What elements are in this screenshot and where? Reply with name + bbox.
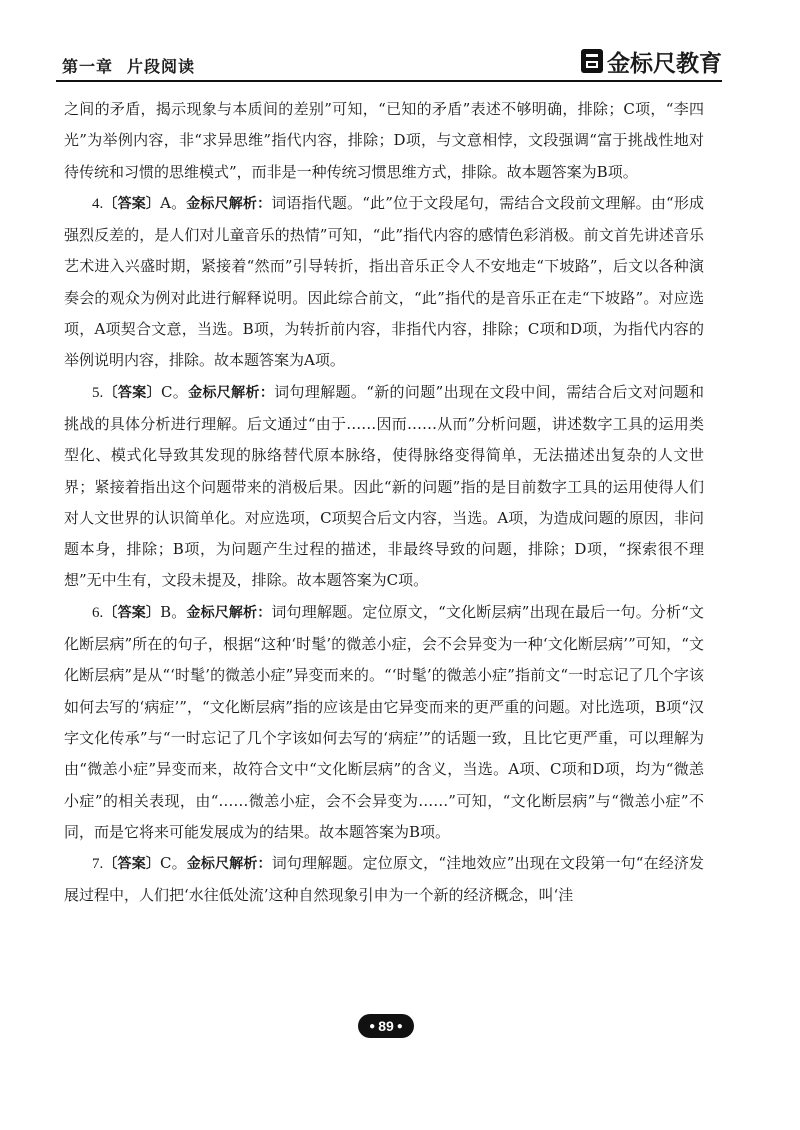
question-number: 5. <box>92 384 104 401</box>
dot-icon: ● <box>396 1020 403 1032</box>
analysis-label: 金标尺解析： <box>186 604 272 621</box>
chapter-title: 第一章 <box>62 57 114 76</box>
answer-choice: B。 <box>160 602 187 621</box>
answer-paragraph-6 <box>64 597 704 848</box>
question-number: 7. <box>92 856 104 873</box>
carryover-paragraph: 之间的矛盾，揭示现象与本质间的差别”可知，“已知的矛盾”表述不够明确，排除；C项，“李四光”为举例内容，非“求异思维”指代内容，排除；D项，与文意相悖，文段强调“富于挑战性地对待传统和习惯的思维模式”，而非是一种传统习惯思维方式，排除。故本题答案为B项。 <box>64 100 704 181</box>
page-content <box>64 94 704 912</box>
page-number: 89 <box>378 1018 394 1034</box>
analysis-label: 金标尺解析： <box>186 856 272 873</box>
question-number: 6. <box>92 604 104 621</box>
analysis-label: 金标尺解析： <box>188 384 275 401</box>
answer-label: 〔答案〕 <box>103 195 161 212</box>
chapter-heading <box>62 54 195 77</box>
analysis-text: 词句理解题。“新的问题”出现在文段中间，需结合后文对问题和挑战的具体分析进行理解。后文通过“由于……因而……从而”分析问题，讲述数字工具的运用类型化、模式化导致其发现的脉络替代原本脉络，使得脉络变得简单，无法描述出复杂的人文世界；紧接着指出这个问题带来的消极后果。因此“新的问题”指的是目前数字工具的运用使得人们对人文世界的认识简单化。对应选项，C项契合后文内容，当选。A项，为造成问题的原因，非问题本身，排除；B项，为问题产生过程的描述，非最终导致的问题，排除；D项，“探索很不理想”无中生有，文段未提及，排除。故本题答案为C项。 <box>64 382 705 590</box>
answer-choice: C。 <box>160 854 187 873</box>
answer-label: 〔答案〕 <box>103 856 160 873</box>
header-rule <box>56 80 722 82</box>
brand-name: 金标尺教育 <box>607 50 722 77</box>
brand-icon <box>581 49 603 73</box>
section-title: 片段阅读 <box>127 57 196 76</box>
question-number: 4. <box>92 195 104 212</box>
page-number-badge <box>358 1014 414 1038</box>
brand-logo <box>581 46 722 76</box>
answer-label: 〔答案〕 <box>103 384 161 401</box>
dot-icon: ● <box>369 1020 376 1032</box>
answer-paragraph-7 <box>64 848 704 912</box>
analysis-text: 词语指代题。“此”位于文段尾句，需结合文段前文理解。由“形成强烈反差的，是人们对儿童音乐的热情”可知，“此”指代内容的感情色彩消极。前文首先讲述音乐艺术进入兴盛时期，紧接着“然而”引导转折，指出音乐正令人不安地走“下坡路”，后文以各种演奏会的观众为例对此进行解释说明。因此综合前文，“此”指代的是音乐正在走“下坡路”。对应选项，A项契合文意，当选。B项，为转折前内容，非指代内容，排除；C项和D项，为指代内容的举例说明内容，排除。故本题答案为A项。 <box>64 193 705 370</box>
analysis-text: 词句理解题。定位原文，“文化断层病”出现在最后一句。分析“文化断层病”所在的句子，根据“这种‘时髦’的微恙小症，会不会异变为一种‘文化断层病’”可知，“文化断层病”是从“‘时髦’的微恙小症”异变而来的。“‘时髦’的微恙小症”指前文“一时忘记了几个字该如何去写的‘病症’”，“文化断层病”指的应该是由它异变而来的更严重的问题。对比选项，B项“汉字文化传承”与“一时忘记了几个字该如何去写的‘病症’”的话题一致，且比它更严重，可以理解为由“微恙小症”异变而来，故符合文中“文化断层病”的含义，当选。A项、C项和D项，均为“微恙小症”的相关表现，由“……微恙小症，会不会异变为……”可知，“文化断层病”与“微恙小症”不同，而是它将来可能发展成为的结果。故本题答案为B项。 <box>64 602 705 841</box>
answer-choice: A。 <box>160 193 187 212</box>
answer-paragraph-4 <box>64 188 704 377</box>
answer-choice: C。 <box>160 382 189 401</box>
analysis-text: 词句理解题。定位原文，“洼地效应”出现在文段第一句“在经济发展过程中，人们把‘水往低处流’这种自然现象引申为一个新的经济概念，叫‘洼 <box>64 854 705 905</box>
answer-paragraph-5 <box>64 377 704 597</box>
page-header <box>56 44 722 80</box>
answer-label: 〔答案〕 <box>103 604 161 621</box>
analysis-label: 金标尺解析： <box>186 195 272 212</box>
